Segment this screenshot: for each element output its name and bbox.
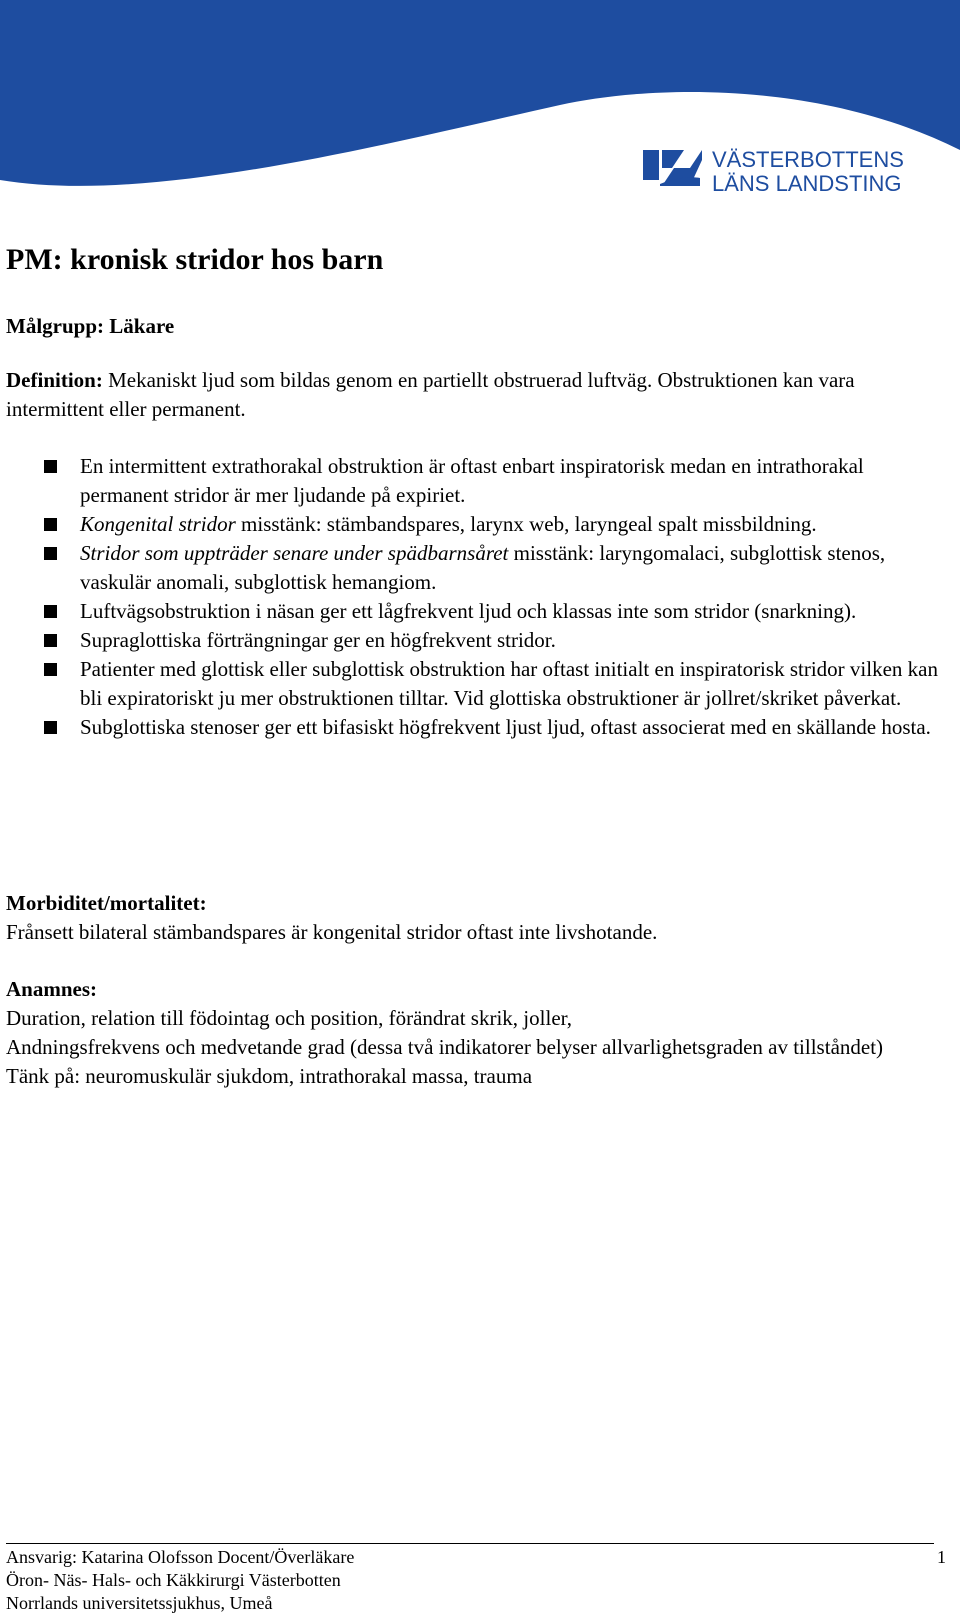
morbidity-text: Frånsett bilateral stämbandspares är kongenital stridor oftast inte livshotande. [6,920,658,944]
landsting-logo-icon [643,150,702,186]
list-item: Stridor som uppträder senare under spädbarnsåret misstänk: laryngomalaci, subglottisk stenos, vaskulär anomali, subglottisk hemangiom. [6,539,946,597]
definition-paragraph [6,366,946,424]
definition-label: Definition: [6,368,103,392]
morbidity-section [6,889,946,947]
anamnes-section [6,975,946,1091]
anamnes-line: Duration, relation till födointag och position, förändrat skrik, joller, [6,1006,573,1030]
anamnes-line: Andningsfrekvens och medvetande grad (dessa två indikatorer belyser allvarlighetsgraden av tillståndet) [6,1035,884,1059]
organization-name-line2: LÄNS LANDSTING [712,171,902,196]
list-item: Patienter med glottisk eller subglottisk obstruktion har oftast initialt en inspiratorisk stridor vilken kan bli expiratoriskt ju mer obstruktionen tilltar. Vid glottiska obstruktioner är jollret/skriket påverkat. [6,655,946,713]
page-footer [6,1546,946,1615]
list-item: En intermittent extrathorakal obstruktion är oftast enbart inspiratorisk medan en intrathorakal permanent stridor är mer ljudande på expiriet. [6,452,946,510]
list-item: Luftvägsobstruktion i näsan ger ett lågfrekvent ljud och klassas inte som stridor (snarkning). [6,597,946,626]
square-bullet-icon [44,663,57,676]
list-item: Kongenital stridor misstänk: stämbandspares, larynx web, laryngeal spalt missbildning. [6,510,946,539]
list-item: Supraglottiska förträngningar ger en högfrekvent stridor. [6,626,946,655]
page-number: 1 [937,1547,946,1567]
anamnes-heading: Anamnes: [6,977,98,1001]
bullet-list [6,452,946,742]
morbidity-heading: Morbiditet/mortalitet: [6,891,207,915]
anamnes-line: Tänk på: neuromuskulär sjukdom, intrathorakal massa, trauma [6,1064,533,1088]
square-bullet-icon [44,460,57,473]
square-bullet-icon [44,721,57,734]
document-title: PM: kronisk stridor hos barn [6,243,384,276]
square-bullet-icon [44,518,57,531]
footer-responsible: Ansvarig: Katarina Olofsson Docent/Överläkare [6,1547,355,1567]
square-bullet-icon [44,547,57,560]
footer-divider [6,1543,934,1544]
header-banner [0,0,960,230]
definition-text: Mekaniskt ljud som bildas genom en partiellt obstruerad luftväg. Obstruktionen kan vara intermittent eller permanent. [6,368,855,421]
list-item: Subglottiska stenoser ger ett bifasiskt högfrekvent ljust ljud, oftast associerat med en skällande hosta. [6,713,946,742]
square-bullet-icon [44,605,57,618]
footer-hospital: Norrlands universitetssjukhus, Umeå [6,1593,273,1613]
footer-department: Öron- Näs- Hals- och Käkkirurgi Västerbotten [6,1570,341,1590]
square-bullet-icon [44,634,57,647]
organization-name-line1: VÄSTERBOTTENS [712,147,904,172]
target-audience: Målgrupp: Läkare [6,314,175,338]
